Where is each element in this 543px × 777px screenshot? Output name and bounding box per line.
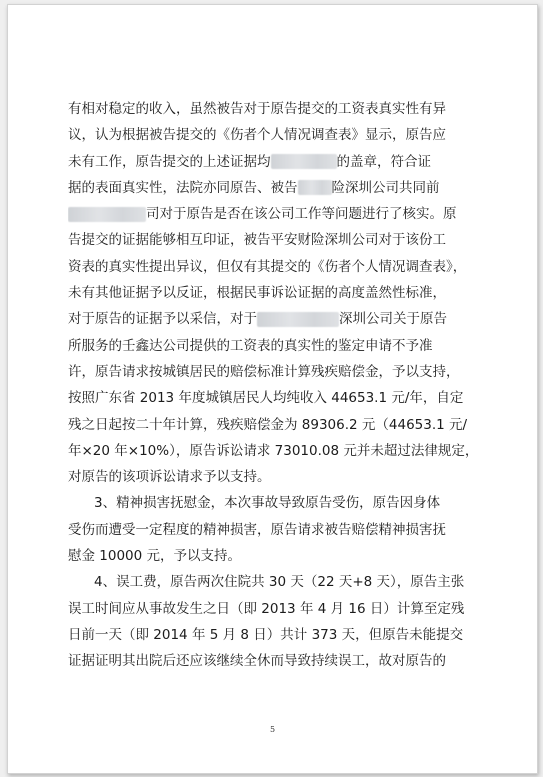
text-line: [68, 227, 493, 253]
page-number: 5: [269, 725, 276, 734]
text-line: [68, 622, 493, 648]
text-line: [68, 464, 493, 490]
text-segment: 未有其他证据予以反证，根据民事诉讼证据的高度盖然性标准，: [68, 285, 446, 302]
text-line: [68, 438, 493, 464]
redacted-text: [257, 312, 339, 327]
text-segment: 资表的真实性提出异议，但仅有其提交的《伤者个人情况调查表》，: [68, 258, 467, 275]
text-line: [68, 149, 493, 175]
text-line: [68, 175, 493, 201]
text-line: [68, 385, 493, 411]
text-segment: 3、精神损害抚慰金，本次事故导致原告受伤，原告因身体: [94, 495, 441, 512]
text-segment: 慰金 10000 元，予以支持。: [68, 548, 242, 565]
text-segment: 据的表面真实性，法院亦同原告、被告: [68, 179, 298, 196]
text-line: [68, 569, 493, 595]
text-line: [68, 122, 493, 148]
text-segment: 受伤而遭受一定程度的精神损害，原告请求被告赔偿精神损害抚: [68, 521, 446, 538]
text-segment: 告提交的证据能够相互印证，被告平安财险深圳公司对于该份工: [68, 232, 446, 249]
text-segment: 深圳公司关于原告: [339, 311, 447, 328]
text-line: [68, 490, 493, 516]
text-line: [68, 648, 493, 674]
text-line: [68, 333, 493, 359]
redacted-text: [271, 154, 337, 169]
text-line: [68, 201, 493, 227]
text-line: [68, 517, 493, 543]
document-page: [7, 4, 538, 774]
text-line: [68, 596, 493, 622]
text-line: [68, 96, 493, 122]
text-segment: 证据证明其出院后还应该继续全休而导致持续误工，故对原告的: [68, 653, 446, 670]
text-segment: 未有工作，原告提交的上述证据均: [68, 153, 271, 170]
text-segment: 残之日起按二十年计算，残疾赔偿金为 89306.2 元（44653.1 元/: [68, 416, 468, 433]
text-line: [68, 412, 493, 438]
text-segment: 按照广东省 2013 年度城镇居民人均纯收入 44653.1 元/年，自定: [68, 390, 464, 407]
text-line: [68, 306, 493, 332]
text-line: [68, 543, 493, 569]
text-segment: 4、误工费，原告两次住院共 30 天（22 天+8 天），原告主张: [94, 574, 465, 591]
text-segment: 议，认为根据被告提交的《伤者个人情况调查表》显示，原告应: [68, 127, 446, 144]
text-line: [68, 280, 493, 306]
text-segment: 日前一天（即 2014 年 5 月 8 日）共计 373 天，但原告未能提交: [68, 626, 464, 643]
text-line: [68, 359, 493, 385]
text-segment: 所服务的壬鑫达公司提供的工资表的真实性的鉴定申请不予准: [68, 337, 433, 354]
text-segment: 的盖章，符合证: [336, 153, 431, 170]
redacted-text: [298, 180, 332, 195]
text-line: [68, 254, 493, 280]
document-body: [68, 96, 493, 675]
text-segment: 许，原告请求按城镇居民的赔偿标准计算残疾赔偿金，予以支持，: [68, 363, 460, 380]
redacted-text: [68, 207, 146, 222]
text-segment: 司对于原告是否在该公司工作等问题进行了核实。原: [146, 206, 457, 223]
text-segment: 险深圳公司共同前: [331, 179, 440, 196]
text-segment: 有相对稳定的收入，虽然被告对于原告提交的工资表真实性有异: [68, 101, 446, 117]
text-segment: 误工时间应从事故发生之日（即 2013 年 4 月 16 日）计算至定残: [68, 600, 465, 617]
text-segment: 年×20 年×10%），原告诉讼请求 73010.08 元并未超过法律规定，: [68, 442, 479, 459]
text-segment: 对原告的该项诉讼请求予以支持。: [68, 469, 271, 486]
text-segment: 对于原告的证据予以采信，对于: [68, 311, 257, 328]
